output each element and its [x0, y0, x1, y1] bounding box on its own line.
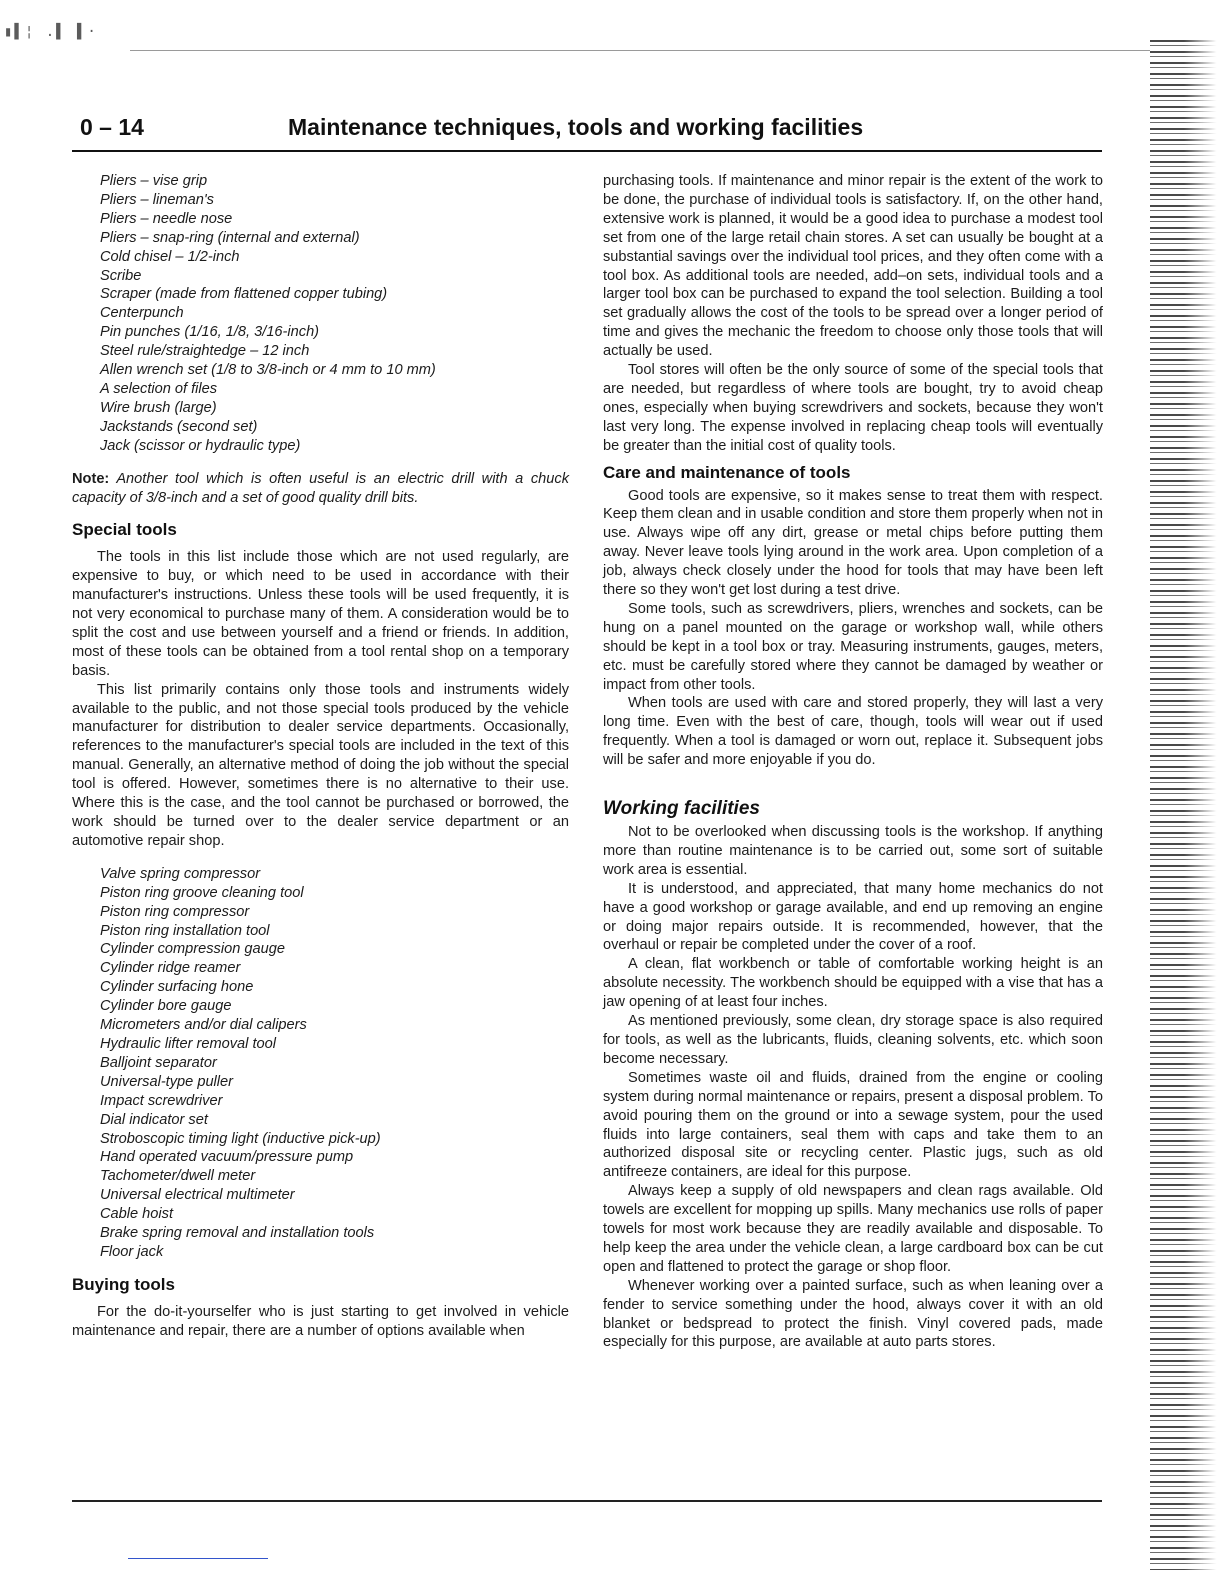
- special-tool-list-item: Cylinder compression gauge: [100, 941, 285, 958]
- tools-list: [72, 172, 569, 456]
- special-tool-list-item: Floor jack: [100, 1243, 164, 1260]
- tool-list-item: Pliers – lineman's: [100, 191, 214, 208]
- page-header: [72, 112, 1102, 152]
- right-column: [603, 172, 1103, 1352]
- working-paragraph-6: Always keep a supply of old newspapers and clean rags available. Old towels are excellent for mopping up spills. Many mechanics use rolls of paper towels for most work because they are readily available and disposable. To help keep the area under the vehicle clean, a large cardboard box can be cut open and flattened to protect the garage or shop floor.: [603, 1183, 1103, 1275]
- tool-list-item: Pliers – vise grip: [100, 173, 208, 189]
- special-tool-list-item: Hand operated vacuum/pressure pump: [100, 1149, 354, 1166]
- working-paragraph-7: Whenever working over a painted surface, such as when leaning over a fender to service something under the hood, always cover it with an old blanket or bedspread to protect the finish. Vinyl covered pads, made especially for this purpose, are available at auto parts stores.: [603, 1277, 1103, 1351]
- special-tools-paragraph-2: This list primarily contains only those tools and instruments widely available to the public, and not those special tools produced by the vehicle manufacturer for distribution to dealer service departments. Occasionally, references to the manufacturer's special tools are included in the text of this manual. Generally, an alternative method of doing the job without the special tool is offered. However, sometimes there is no alternative to their use. Where this is the case, and the tool cannot be purchased or borrowed, the work should be turned over to the dealer service department or an automotive repair shop.: [72, 681, 569, 849]
- tool-list-item: Allen wrench set (1/8 to 3/8-inch or 4 mm to 10 mm): [100, 362, 436, 379]
- working-paragraph-5: Sometimes waste oil and fluids, drained from the engine or cooling system during normal maintenance or repairs, present a disposal problem. To avoid pouring them on the ground or into a sewage system, pour the used fluids into large containers, seal them with caps and take them to an authorized disposal site or recycling center. Plastic jugs, such as old antifreeze containers, are ideal for this purpose.: [603, 1069, 1103, 1181]
- care-paragraph-2: Some tools, such as screwdrivers, pliers, wrenches and sockets, can be hung on a panel mounted on the garage or workshop wall, while others should be kept in a tool box or tray. Measuring instruments, gauges, meters, etc. must be carefully stored where they cannot be damaged by weather or impact from other tools.: [603, 600, 1103, 693]
- special-tool-list-item: Balljoint separator: [100, 1054, 217, 1071]
- left-column: [72, 172, 569, 1341]
- special-tool-list-item: Valve spring compressor: [100, 865, 261, 882]
- special-tool-list-item: Piston ring groove cleaning tool: [100, 884, 304, 901]
- working-paragraph-3: A clean, flat workbench or table of comfortable working height is an absolute necessity. The workbench should be equipped with a vise that has a jaw opening of at least four inches.: [603, 956, 1103, 1011]
- tool-list-item: Jack (scissor or hydraulic type): [100, 437, 301, 454]
- page-title: Maintenance techniques, tools and working facilities: [288, 114, 864, 140]
- buying-tools-heading: Buying tools: [72, 1274, 175, 1294]
- working-facilities-heading: Working facilities: [603, 798, 760, 820]
- special-tool-list-item: Piston ring compressor: [100, 903, 250, 920]
- special-tool-list-item: Universal-type puller: [100, 1073, 234, 1090]
- tool-list-item: Centerpunch: [100, 305, 184, 322]
- working-paragraph-2: It is understood, and appreciated, that many home mechanics do not have a good workshop or garage available, and end up removing an engine or doing major repairs outside. It is recommended, however, that the overhaul or repair be completed under the cover of a roof.: [603, 880, 1103, 954]
- tool-list-item: A selection of files: [100, 380, 218, 397]
- tool-list-item: Wire brush (large): [100, 399, 217, 416]
- buying-tools-paragraph-2: Tool stores will often be the only source of some of the special tools that are needed, but regardless of where tools are bought, try to avoid cheap ones, especially when buying screwdrivers and sockets, because they won't last very long. The expense involved in replacing cheap tools will eventually be greater than the initial cost of quality tools.: [603, 362, 1103, 454]
- bottom-scan-mark: [128, 1558, 268, 1559]
- tool-list-item: Pliers – snap-ring (internal and external): [100, 229, 360, 246]
- tool-list-item: Scribe: [100, 267, 142, 284]
- special-tool-list-item: Stroboscopic timing light (inductive pick-up): [100, 1130, 381, 1147]
- tool-list-item: Cold chisel – 1/2-inch: [100, 248, 240, 265]
- special-tool-list-item: Hydraulic lifter removal tool: [100, 1035, 276, 1052]
- special-tool-list-item: Cylinder bore gauge: [100, 998, 232, 1015]
- special-tools-list: [72, 865, 569, 1262]
- buying-tools-paragraph-1: For the do-it-yourselfer who is just starting to get involved in vehicle maintenance and repair, there are a number of options available when: [72, 1303, 569, 1339]
- special-tool-list-item: Dial indicator set: [100, 1111, 208, 1128]
- tool-list-item: Steel rule/straightedge – 12 inch: [100, 343, 310, 360]
- special-tool-list-item: Micrometers and/or dial calipers: [100, 1017, 307, 1034]
- tool-list-item: Pin punches (1/16, 1/8, 3/16-inch): [100, 324, 320, 341]
- special-tool-list-item: Cylinder ridge reamer: [100, 960, 241, 977]
- special-tool-list-item: Tachometer/dwell meter: [100, 1168, 256, 1185]
- buying-tools-continued: purchasing tools. If maintenance and minor repair is the extent of the work to be done, the purchase of individual tools is satisfactory. If, on the other hand, extensive work is planned, it would be a good idea to purchase a modest tool set from one of the large retail chain stores. A set can usually be bought at a substantial savings over the individual tool prices, and they often come with a tool box. As additional tools are needed, add–on sets, individual tools and a larger tool box can be purchased to expand the tool selection. Building a tool set gradually allows the cost of the tools to be spread over a longer period of time and gives the mechanic the freedom to choose only those tools that will actually be used.: [603, 173, 1103, 360]
- working-paragraph-1: Not to be overlooked when discussing tools is the workshop. If anything more than routine maintenance is to be carried out, some sort of suitable work area is essential.: [603, 824, 1103, 878]
- footer-rule: [72, 1500, 1102, 1502]
- special-tool-list-item: Impact screwdriver: [100, 1092, 223, 1109]
- tool-list-item: Scraper (made from flattened copper tubing): [100, 286, 388, 303]
- special-tools-heading: Special tools: [72, 520, 177, 540]
- special-tool-list-item: Brake spring removal and installation tools: [100, 1225, 375, 1242]
- note-label: Note:: [72, 470, 110, 487]
- care-paragraph-3: When tools are used with care and stored properly, they will last a very long time. Even with the best of care, though, tools will wear out if used frequently. When a tool is damaged or worn out, replace it. Subsequent jobs will be safer and more enjoyable if you do.: [603, 695, 1103, 769]
- page-number: 0 – 14: [80, 114, 144, 140]
- note-text: Another tool which is often useful is an electric drill with a chuck capacity of 3/8-inch and a set of good quality drill bits.: [72, 470, 569, 506]
- scan-top-line: [130, 50, 1150, 51]
- tool-list-item: Pliers – needle nose: [100, 210, 233, 227]
- special-tools-paragraph-1: The tools in this list include those which are not used regularly, are expensive to buy, or which need to be used in accordance with their manufacturer's instructions. Unless these tools will be used frequently, it is not very economical to purchase many of them. A consideration would be to split the cost and use between yourself and a friend or friends. In addition, most of these tools can be obtained from a tool rental shop on a temporary basis.: [72, 549, 569, 679]
- care-paragraph-1: Good tools are expensive, so it makes sense to treat them with respect. Keep them clean and in usable condition and store them properly when not in use. Always wipe off any dirt, grease or metal chips before putting them away. Never leave tools lying around in the work area. Upon completion of a job, always check closely under the hood for tools that may have been left there so they won't get lost during a test drive.: [603, 487, 1103, 599]
- scan-artifact-marks: ▮▌¦ .▌ ▌·: [4, 24, 98, 40]
- special-tool-list-item: Universal electrical multimeter: [100, 1187, 295, 1204]
- working-paragraph-4: As mentioned previously, some clean, dry storage space is also required for tools, as well as the lubricants, fluids, cleaning solvents, etc. which soon become necessary.: [603, 1013, 1103, 1067]
- scan-edge-strip: [1150, 40, 1220, 1570]
- special-tool-list-item: Cylinder surfacing hone: [100, 979, 254, 996]
- special-tool-list-item: Cable hoist: [100, 1206, 174, 1223]
- special-tool-list-item: Piston ring installation tool: [100, 922, 270, 939]
- care-heading: Care and maintenance of tools: [603, 462, 851, 482]
- note-paragraph: [72, 470, 569, 508]
- tool-list-item: Jackstands (second set): [100, 418, 258, 435]
